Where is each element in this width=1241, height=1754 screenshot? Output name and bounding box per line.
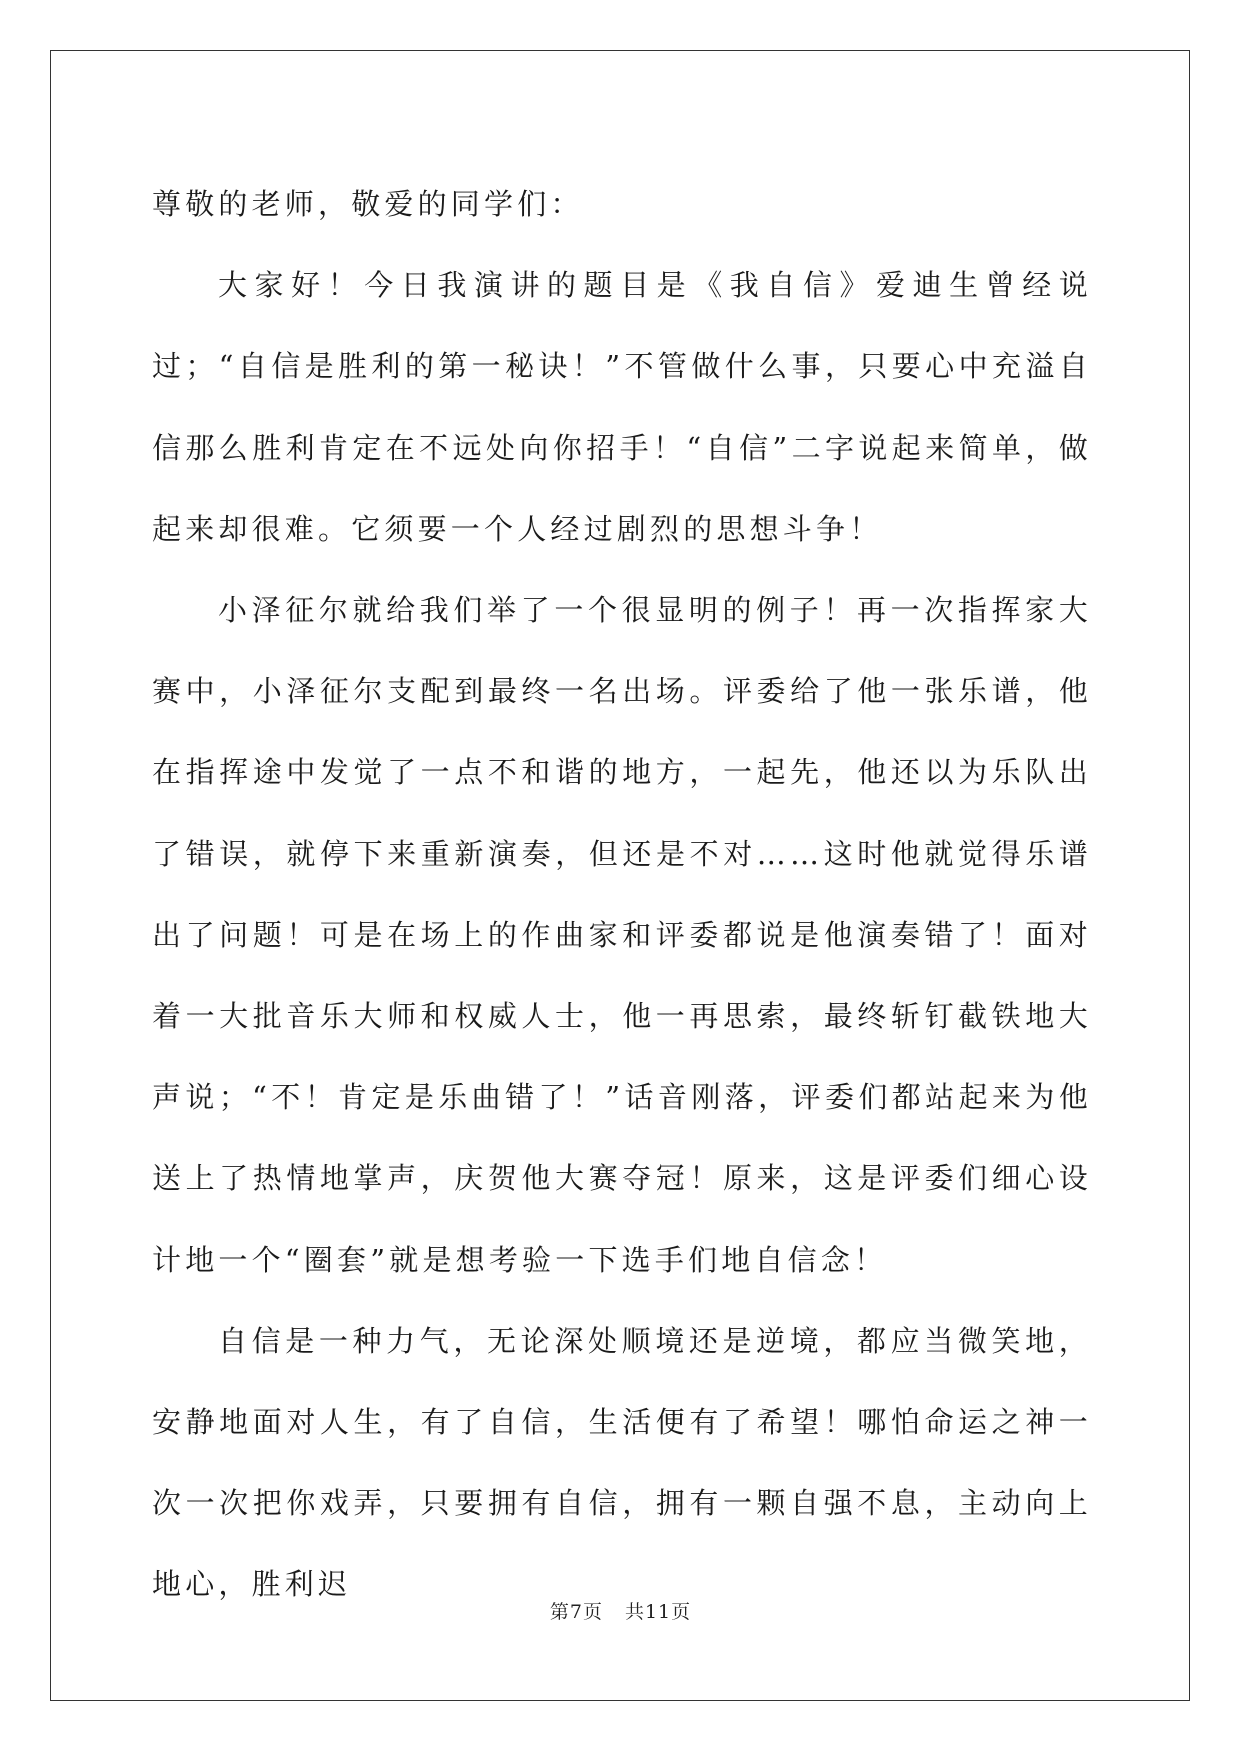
paragraph-1: 大家好！今日我演讲的题目是《我自信》爱迪生曾经说过；“自信是胜利的第一秘诀！”不管做什么事，只要心中充溢自信那么胜利肯定在不远处向你招手！“自信”二字说起来简单，做起来却很难。它须要一个人经过剧烈的思想斗争！	[152, 268, 1092, 546]
document-body	[152, 164, 1092, 1626]
page-footer	[0, 1597, 1241, 1624]
salutation: 尊敬的老师，敬爱的同学们：	[152, 187, 584, 221]
paragraph-2: 小泽征尔就给我们举了一个很显明的例子！再一次指挥家大赛中，小泽征尔支配到最终一名出场。评委给了他一张乐谱，他在指挥途中发觉了一点不和谐的地方，一起先，他还以为乐队出了错误，就停下来重新演奏，但还是不对……这时他就觉得乐谱出了问题！可是在场上的作曲家和评委都说是他演奏错了！面对着一大批音乐大师和权威人士，他一再思索，最终斩钉截铁地大声说；“不！肯定是乐曲错了！”话音刚落，评委们都站起来为他送上了热情地掌声，庆贺他大赛夺冠！原来，这是评委们细心设计地一个“圈套”就是想考验一下选手们地自信念！	[152, 593, 1092, 1277]
paragraph-3: 自信是一种力气，无论深处顺境还是逆境，都应当微笑地，安静地面对人生，有了自信，生活便有了希望！哪怕命运之神一次一次把你戏弄，只要拥有自信，拥有一颗自强不息，主动向上地心，胜利迟	[152, 1323, 1092, 1602]
page-total: 共11页	[624, 1601, 692, 1623]
page-number: 第7页	[549, 1601, 603, 1623]
